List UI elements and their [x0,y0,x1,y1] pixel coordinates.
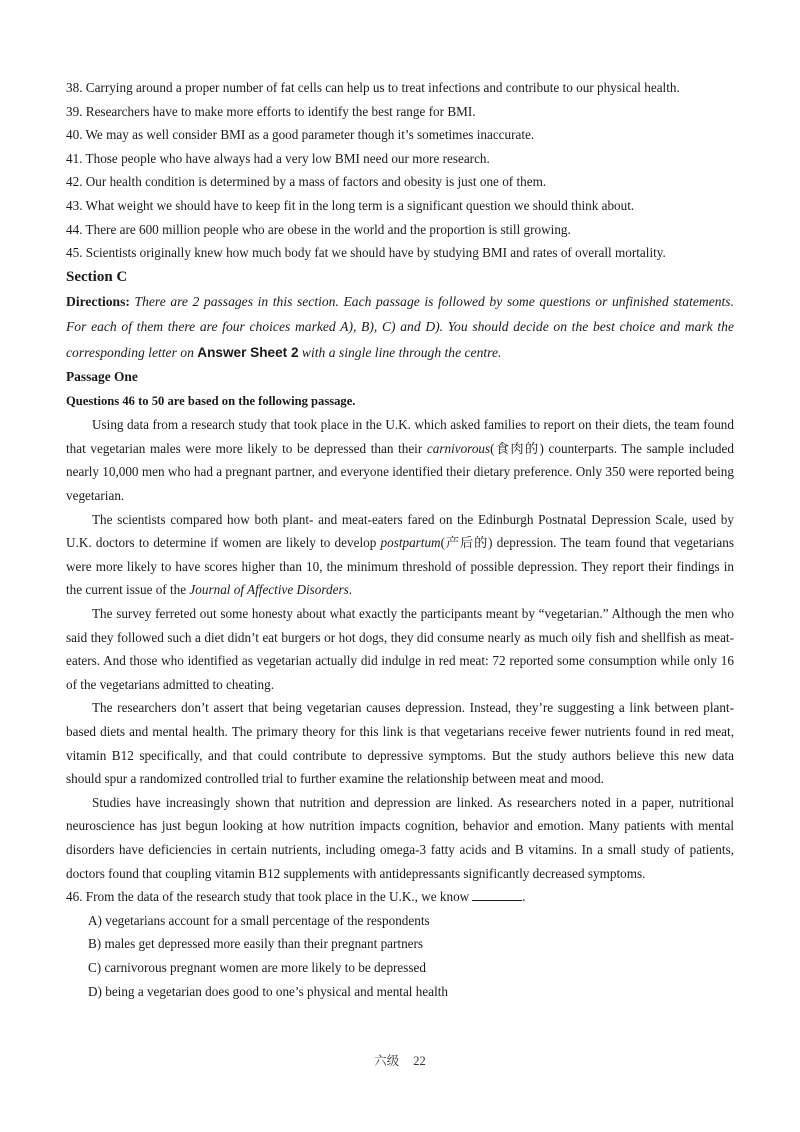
paragraph-text: counterparts. The sample included nearly 10,000 men who had a pregnant partner, and everyone identified their dietary preference. Only 350 were reported being vegetarian. [66,440,734,504]
section-directions [66,289,734,366]
statement-list [66,76,734,265]
statement-number: 42. [66,174,83,190]
statement-39 [66,100,734,124]
exam-level: 六级 [374,1053,400,1068]
gloss: (食肉的) [490,440,544,456]
option-label: C) [88,959,102,975]
statement-number: 45. [66,245,83,261]
answer-sheet-label: Answer Sheet 2 [197,344,299,360]
term-postpartum: postpartum [380,535,441,551]
option-text: being a vegetarian does good to one’s physical and mental health [105,983,448,999]
statement-text: What weight we should have to keep fit in the long term is a significant question we should think about. [85,197,635,213]
exam-page [66,76,734,1003]
term-carnivorous: carnivorous [426,440,491,456]
statement-number: 43. [66,197,83,213]
statement-text: Researchers have to make more efforts to identify the best range for BMI. [85,103,476,119]
option-b[interactable] [66,932,734,956]
option-d[interactable] [66,980,734,1004]
statement-text: Scientists originally knew how much body fat we should have by studying BMI and rates of overall mortality. [85,245,666,261]
statement-text: Those people who have always had a very low BMI need our more research. [85,150,490,166]
statement-41 [66,147,734,171]
statement-text: Our health condition is determined by a mass of factors and obesity is just one of them. [85,174,547,190]
statement-43 [66,194,734,218]
question-end: . [522,889,526,905]
statement-40 [66,123,734,147]
statement-number: 44. [66,221,83,237]
question-stem: From the data of the research study that took place in the U.K., we know [85,889,470,905]
passage-body [66,413,734,885]
option-text: carnivorous pregnant women are more likely to be depressed [104,959,427,975]
directions-text: There are 2 passages in this section. Each passage is followed by some questions or unfinished statements. For each of them there are four choices marked A), B), C) and D). You should decide on the best choice and mark the corresponding letter on [66,293,734,360]
passage-title: Passage One [66,369,138,385]
statement-number: 41. [66,150,83,166]
paragraph-text: The scientists compared how both plant- and meat-eaters fared on the Edinburgh Postnatal Depression Scale, used by U.K. doctors to determine if women are likely to develop [66,511,734,551]
directions-label: Directions: [66,293,130,309]
statement-number: 38. [66,80,83,95]
paragraph-text: Using data from a research study that took place in the U.K. which asked families to report on their diets, the team found that vegetarian males were more likely to be depressed than their [66,417,734,456]
directions-text-end: with a single line through the centre. [298,344,502,360]
statement-number: 39. [66,103,83,119]
option-label: B) [88,936,102,952]
journal-title: Journal of Affective Disorders [189,582,349,598]
statement-text: Carrying around a proper number of fat cells can help us to treat infections and contribute to our physical health. [85,80,680,95]
paragraph-text: depression. The team found that vegetarians were more likely to have scores higher than 10, the minimum threshold of possible depression. They report their findings in the current issue of the [66,535,734,598]
page-footer [0,1051,800,1069]
paragraph-2 [66,508,734,602]
answer-blank [472,888,522,901]
paragraph-text: . [348,582,353,598]
paragraph-1 [66,413,734,507]
statement-44 [66,218,734,242]
section-title: Section C [66,268,128,285]
page-number: 22 [413,1054,426,1068]
option-text: males get depressed more easily than their pregnant partners [104,936,424,952]
paragraph-3: The survey ferreted out some honesty about what exactly the participants meant by “vegetarian.” Although the men who said they followed such a diet didn’t eat burgers or hot dogs, they did consume nearly as much oily fish and shellfish as meat-eaters. And those who identified as vegetarian actually did indulge in red meat: 72 reported some consumption while only 16 of the vegetarians admitted to cheating. [66,606,734,692]
statement-text: There are 600 million people who are obese in the world and the proportion is still growing. [85,221,571,237]
option-label: A) [88,912,102,928]
passage-intro: Questions 46 to 50 are based on the following passage. [66,394,356,409]
statement-number: 40. [66,127,83,143]
option-a[interactable] [66,909,734,933]
option-label: D) [88,983,102,999]
question-46 [66,885,734,909]
option-c[interactable] [66,956,734,980]
paragraph-5: Studies have increasingly shown that nutrition and depression are linked. As researchers noted in a paper, nutritional neuroscience has just begun looking at how nutrition impacts cognition, behavior and emotion. Many patients with mental disorders have deficiencies in certain nutrients, including omega-3 fatty acids and B vitamins. In a small study of patients, doctors found that coupling vitamin B12 supplements with antidepressants significantly decreased symptoms. [66,794,734,881]
statement-38 [66,76,734,100]
statement-45 [66,241,734,265]
paragraph-4: The researchers don’t assert that being vegetarian causes depression. Instead, they’re suggesting a link between plant-based diets and mental health. The primary theory for this link is that vegetarians receive fewer nutrients found in red meat, vitamin B12 specifically, and that could contribute to depressive symptoms. But the study authors believe this new data should spur a randomized controlled trial to further examine the relationship between meat and mood. [66,700,734,787]
statement-42 [66,170,734,194]
gloss: (产后的) [440,535,493,551]
option-text: vegetarians account for a small percentage of the respondents [105,912,430,928]
question-number: 46. [66,889,83,905]
statement-text: We may as well consider BMI as a good parameter though it’s sometimes inaccurate. [85,127,535,143]
